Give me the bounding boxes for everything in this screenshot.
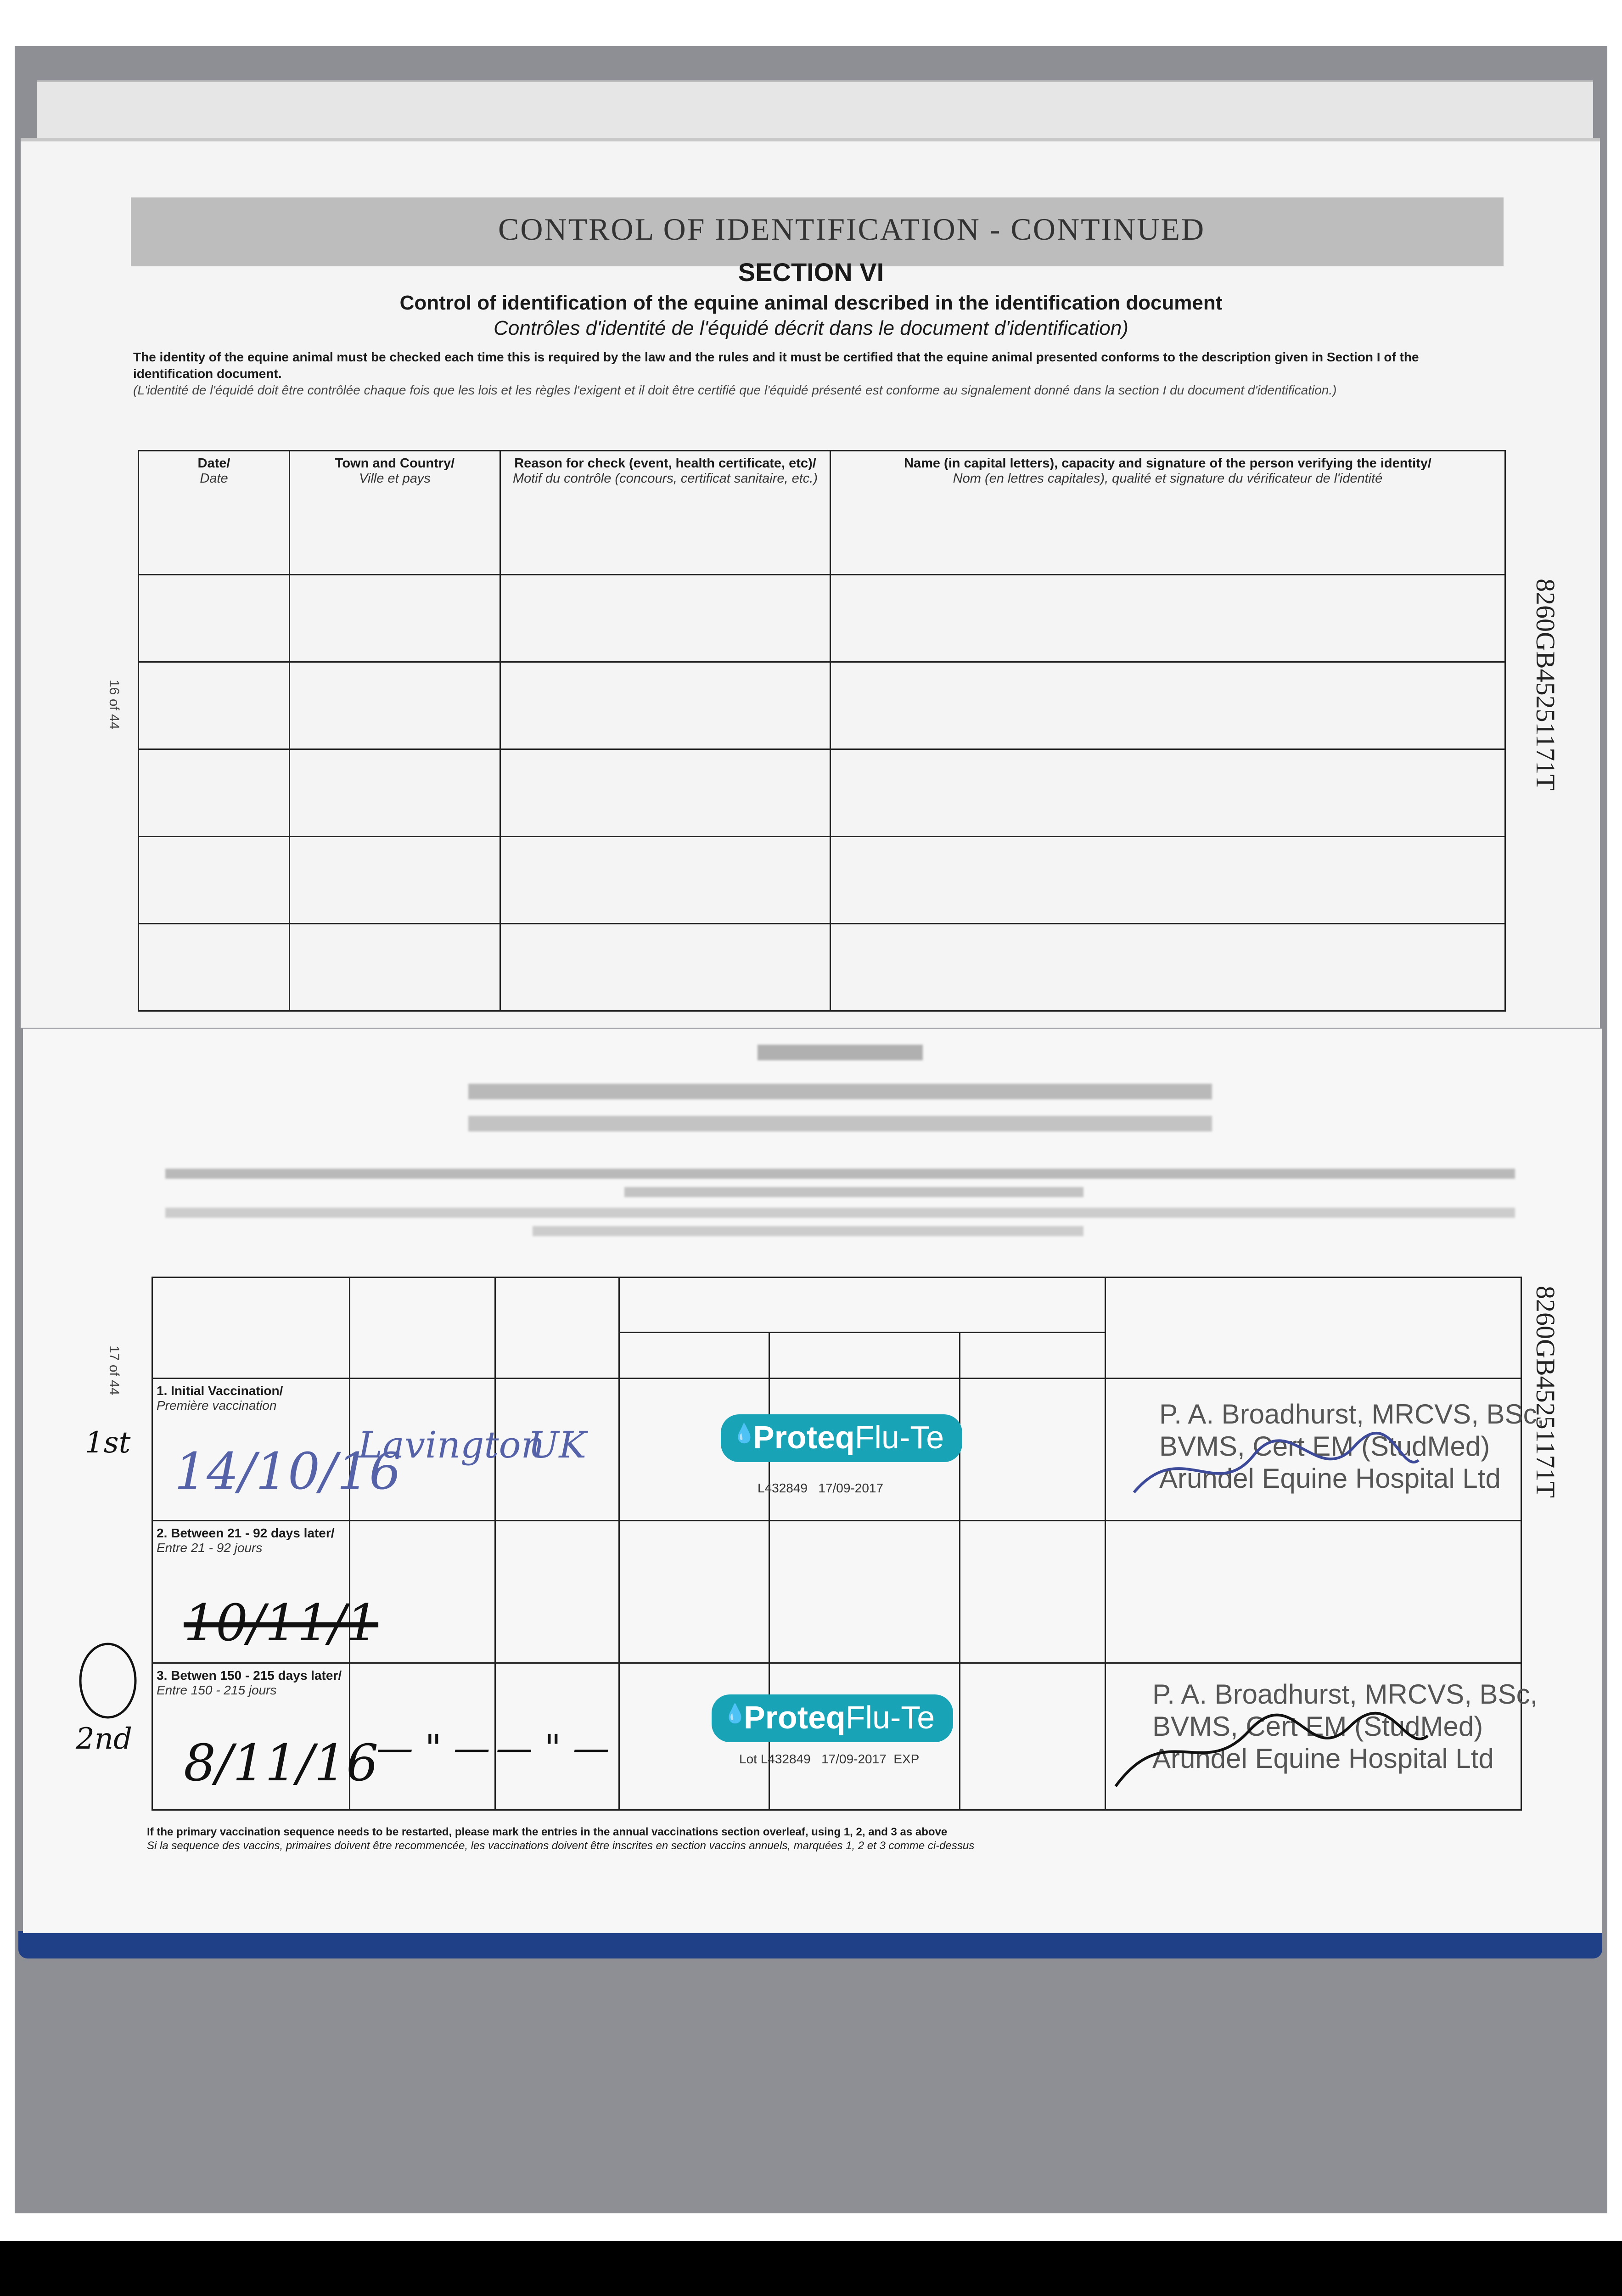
table-header-row bbox=[152, 1277, 1521, 1333]
table-row bbox=[139, 662, 1505, 749]
handwritten-place-1: Lavington bbox=[358, 1424, 545, 1466]
vet-stamp-1: P. A. Broadhurst, MRCVS, BSc, BVMS, Cert EM (StudMed) Arundel Equine Hospital Ltd bbox=[1159, 1399, 1545, 1494]
banner-title: CONTROL OF IDENTIFICATION - CONTINUED bbox=[498, 212, 1206, 247]
passport-id-code: 8260GB45251171T bbox=[1531, 579, 1560, 791]
handwritten-country-1: UK bbox=[528, 1424, 587, 1466]
col-town: Town and Country/ Ville et pays bbox=[290, 451, 500, 575]
page-stack-edge bbox=[37, 80, 1593, 146]
section-intro bbox=[133, 349, 1487, 399]
identity-check-table bbox=[138, 450, 1506, 1012]
table-row: 2. Between 21 - 92 days later/ Entre 21 - 92 jours bbox=[152, 1521, 1521, 1663]
vaccine-lot-2: Lot L432849 17/09-2017 EXP bbox=[739, 1752, 920, 1766]
table-row bbox=[139, 924, 1505, 1011]
table-header-row bbox=[139, 451, 1505, 575]
circled-annotation bbox=[73, 1639, 142, 1722]
table-row: 1. Initial Vaccination/ Première vaccination bbox=[152, 1379, 1521, 1521]
scan-border bbox=[0, 2241, 1622, 2296]
margin-note-2nd: 2nd bbox=[76, 1722, 132, 1756]
intro-fr: (L'identité de l'équidé doit être contrôlée chaque fois que les lois et les règles l'exigent et il doit être certifié que l'équidé présenté est conforme au signalement donné dans la section I du document d'identification.) bbox=[133, 383, 1337, 397]
vet-stamp-2: P. A. Broadhurst, MRCVS, BSc, BVMS, Cert EM (StudMed) Arundel Equine Hospital Ltd bbox=[1152, 1679, 1538, 1774]
col-verifier: Name (in capital letters), capacity and signature of the person verifying the identity/ Nom (en lettres capitales), qualité et signature du vérificateur de l'identité bbox=[831, 451, 1505, 575]
table-row bbox=[139, 837, 1505, 924]
margin-note-1st: 1st bbox=[85, 1426, 131, 1460]
handwritten-date-2-crossed: 10/11/1 bbox=[184, 1593, 379, 1652]
page-number-17: 17 of 44 bbox=[107, 1345, 122, 1396]
handwritten-date-3: 8/11/16 bbox=[184, 1733, 379, 1792]
intro-en: The identity of the equine animal must be checked each time this is required by the law and the rules and it must be certified that the equine animal presented conforms to the description given in Section I of the identification document. bbox=[133, 350, 1419, 381]
col-reason: Reason for check (event, health certificate, etc)/ Motif du contrôle (concours, certificat sanitaire, etc.) bbox=[500, 451, 831, 575]
vet-signature-2 bbox=[1111, 1690, 1432, 1795]
section-subtitle-en: Control of identification of the equine animal described in the identification document bbox=[399, 292, 1223, 314]
vaccine-sticker-2: 💧 ProteqFlu-Te bbox=[712, 1694, 953, 1742]
section-heading: SECTION VI bbox=[738, 258, 884, 287]
passport-id-code-lower: 8260GB45251171T bbox=[1531, 1286, 1560, 1498]
drop-icon: 💧 bbox=[724, 1704, 746, 1724]
table-row: 3. Betwen 150 - 215 days later/ Entre 150 - 215 jours bbox=[152, 1663, 1521, 1810]
table-row bbox=[139, 749, 1505, 837]
vaccine-sticker-1: 💧 ProteqFlu-Te bbox=[721, 1414, 962, 1462]
handwritten-country-3: — " — bbox=[496, 1727, 610, 1769]
handwritten-place-3: — " — bbox=[376, 1727, 490, 1769]
vet-signature-1 bbox=[1125, 1419, 1423, 1511]
passport-cover-edge bbox=[18, 1931, 1602, 1958]
col-date: Date/ Date bbox=[139, 451, 290, 575]
drop-icon: 💧 bbox=[733, 1424, 756, 1444]
handwritten-date-1: 14/10/16 bbox=[174, 1442, 402, 1501]
vaccine-lot-1: L432849 17/09-2017 bbox=[758, 1481, 884, 1495]
table-row bbox=[139, 575, 1505, 662]
section-subtitle-fr: Contrôles d'identité de l'équidé décrit dans le document d'identification) bbox=[494, 317, 1128, 339]
footer-note: If the primary vaccination sequence needs to be restarted, please mark the entries in the annual vaccinations section overleaf, using 1, 2, and 3 as above Si la sequence des vaccins, primaires doivent être recommencée, les vaccinations doivent être inscrites en section vaccins annuels, marquées 1, 2 et 3 comme ci-dessus bbox=[147, 1826, 975, 1852]
section-banner bbox=[131, 197, 1504, 266]
page-number-16: 16 of 44 bbox=[107, 680, 122, 730]
